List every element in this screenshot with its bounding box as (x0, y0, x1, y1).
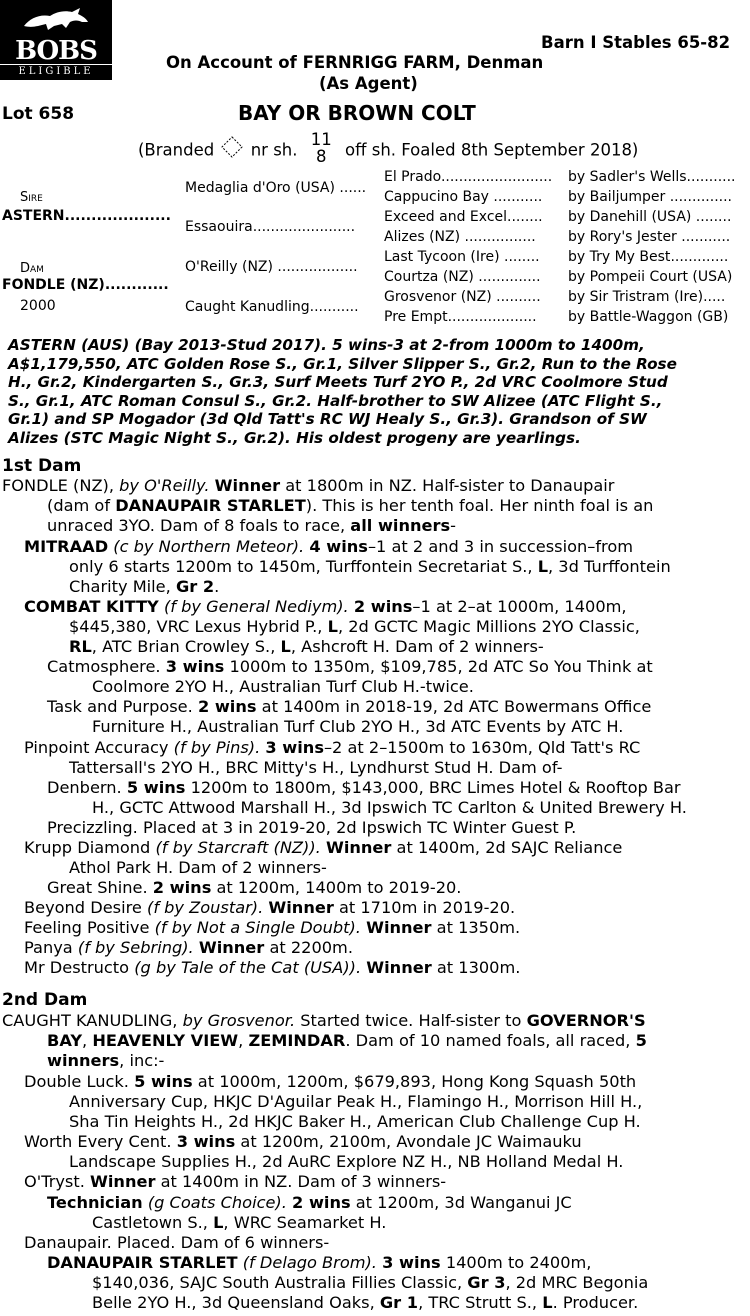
gen3-row-6: Courtza (NZ) .............. (384, 269, 541, 285)
text: L (280, 637, 291, 656)
brand-mid: nr sh. (250, 140, 298, 160)
pinpoint-line-1 (24, 738, 640, 757)
gen3-text: Alizes (NZ) (384, 229, 461, 245)
text: - (450, 516, 456, 535)
text: Belle 2YO H., 3d Queensland Oaks, (92, 1293, 375, 1312)
text: L (537, 557, 549, 576)
text: (f by Starcraft (NZ)). (155, 838, 321, 857)
text: CAUGHT KANUDLING, (2, 1011, 178, 1030)
text: (f by Pins). (173, 738, 261, 757)
text: at 1710m in 2019-20. (338, 898, 516, 917)
text: Great Shine. (47, 878, 148, 897)
gen3-sire-6: by Pompeii Court (USA) (568, 269, 733, 285)
lot-number: Lot 658 (2, 104, 75, 124)
text: at 1400m in 2018-19, 2d ATC Bowermans Office (261, 697, 652, 716)
text: 4 wins (309, 537, 368, 556)
text: Technician (47, 1193, 143, 1212)
diamond-brand-icon (221, 136, 243, 158)
text: BAY (47, 1031, 83, 1050)
horse-icon (20, 4, 92, 34)
dam-name-text: FONDLE (NZ) (2, 277, 105, 293)
gen3-sire-5: by Try My Best............. (568, 249, 729, 265)
text: . (214, 577, 220, 596)
text: Winner (90, 1172, 156, 1191)
text: 1200m to 1800m, $143,000, BRC Limes Hotel & Rooftop Bar (190, 778, 681, 797)
text: at 1800m in NZ. Half-sister to Danaupair (285, 476, 615, 495)
sire-desc-line: A$1,179,550, ATC Golden Rose S., Gr.1, Silver Slipper S., Gr.2, Run to the Rose (8, 354, 677, 373)
first-dam-line-1 (2, 476, 614, 495)
second-dam-line-2 (47, 1031, 647, 1050)
text: Beyond Desire (24, 898, 142, 917)
gen3-row-2: Cappucino Bay ........... (384, 189, 543, 205)
panya-line (24, 938, 353, 957)
text: Panya (24, 938, 73, 957)
great-shine-line (47, 878, 461, 897)
sire-name: ASTERN.................... (2, 208, 171, 224)
text: , Ashcroft H. Dam of 2 winners- (290, 637, 544, 656)
sire-desc-line: Gr.1) and SP Mogador (3d Qld Tatt's RC WJ Healy S., Gr.3). Grandson of SW (8, 410, 647, 429)
text: Double Luck. (24, 1072, 129, 1091)
logo-subtitle: ELIGIBLE (0, 64, 112, 77)
danaupair-starlet-line-1 (47, 1253, 591, 1272)
text: , inc:- (119, 1051, 165, 1070)
text: at 2200m. (269, 938, 353, 957)
sire-desc-line: H., Gr.2, Kindergarten S., Gr.3, Surf Meets Turf 2YO P., 2d VRC Coolmore Stud (8, 373, 668, 392)
text: 5 (635, 1031, 647, 1050)
text: $445,380, VRC Lexus Hybrid P., (69, 617, 323, 636)
text: Charity Mile, (69, 577, 171, 596)
mitraad-line-1 (24, 537, 633, 556)
gen2-sire-dam: Essaouira....................... (185, 219, 356, 235)
mitraad-line-3 (69, 577, 219, 596)
text: (f by Not a Single Doubt). (154, 918, 361, 937)
catmosphere-line-1 (47, 657, 653, 676)
text: 3 wins (265, 738, 324, 757)
text: , WRC Seamarket H. (223, 1213, 387, 1232)
gen3-text: Pre Empt (384, 309, 448, 325)
technician-line-1 (47, 1193, 572, 1212)
text: Krupp Diamond (24, 838, 151, 857)
text: 5 wins (126, 778, 186, 797)
lot-title: BAY OR BROWN COLT (238, 101, 476, 125)
gen2-text: O'Reilly (NZ) (185, 259, 273, 275)
text: , 3d Turffontein (548, 557, 671, 576)
pinpoint-line-2: Tattersall's 2YO H., BRC Mitty's H., Lyndhurst Stud H. Dam of- (69, 758, 563, 777)
text: Winner (366, 958, 432, 977)
text: . Dam of 10 named foals, all raced, (345, 1031, 631, 1050)
gen3-sire-text: by Try My Best (568, 249, 671, 265)
brand-numerator: 11 (310, 130, 332, 149)
text: 3 wins (176, 1132, 236, 1151)
gen3-text: El Prado (384, 169, 441, 185)
gen3-row-4: Alizes (NZ) ................ (384, 229, 536, 245)
gen3-sire-1: by Sadler's Wells........... (568, 169, 736, 185)
gen3-row-8: Pre Empt.................... (384, 309, 537, 325)
text: , (238, 1031, 244, 1050)
gen3-sire-text: by Rory's Jester (568, 229, 677, 245)
text: , ATC Brian Crowley S., (91, 637, 276, 656)
sire-label: Sire (20, 190, 43, 205)
text: –2 at 2–1500m to 1630m, Qld Tatt's RC (323, 738, 641, 757)
gen3-text: Grosvenor (NZ) (384, 289, 492, 305)
brand-info (138, 130, 639, 168)
double-luck-line-2: Anniversary Cup, HKJC D'Aguilar Peak H., Flamingo H., Morrison Hill H., (69, 1092, 643, 1111)
text: L (213, 1213, 224, 1232)
gen3-row-1: El Prado......................... (384, 169, 553, 185)
text: L (327, 617, 338, 636)
text: FONDLE (NZ), (2, 476, 114, 495)
text: Worth Every Cent. (24, 1132, 172, 1151)
text: Pinpoint Accuracy (24, 738, 169, 757)
text: , 2d GCTC Magic Millions 2YO Classic, (337, 617, 640, 636)
text: (f by Sebring). (77, 938, 194, 957)
mitraad-line-2 (69, 557, 671, 576)
gen2-text: Medaglia d'Oro (USA) (185, 180, 335, 196)
mr-destructo-line (24, 958, 520, 977)
text: at 1400m, 2d SAJC Reliance (396, 838, 623, 857)
text: Winner (268, 898, 334, 917)
text: by Grosvenor. (182, 1011, 296, 1030)
text: all winners (350, 516, 451, 535)
task-and-purpose-line-2: Furniture H., Australian Turf Club 2YO H., 3d ATC Events by ATC H. (92, 717, 624, 736)
danaupair-starlet-line-2 (92, 1273, 648, 1292)
dam-foal-year: 2000 (20, 298, 56, 314)
gen3-sire-3: by Danehill (USA) ........ (568, 209, 732, 225)
text: (f Delago Brom). (242, 1253, 377, 1272)
text: 3 wins (165, 657, 225, 676)
double-luck-line-3: Sha Tin Heights H., 2d HKJC Baker H., American Club Challenge Cup H. (69, 1112, 641, 1131)
text: , TRC Strutt S., (418, 1293, 538, 1312)
text: Task and Purpose. (47, 697, 193, 716)
gen3-sire-text: by Sadler's Wells (568, 169, 687, 185)
text: Started twice. Half-sister to (300, 1011, 522, 1030)
text: at 1300m. (436, 958, 521, 977)
gen3-sire-text: by Sir Tristram (Ire) (568, 289, 704, 305)
text: Gr 2 (175, 577, 215, 596)
first-dam-heading: 1st Dam (2, 456, 82, 476)
denbern-line-1 (47, 778, 681, 797)
text: Mr Destructo (24, 958, 130, 977)
brand-fraction (311, 131, 332, 165)
sire-description (8, 336, 740, 448)
brand-suffix: off sh. Foaled 8th September 2018) (345, 140, 639, 160)
gen2-text: Caught Kanudling (185, 299, 310, 315)
barn-location: Barn I Stables 65-82 (541, 33, 731, 52)
text: (g by Tale of the Cat (USA)). (134, 958, 362, 977)
text: Winner (325, 838, 392, 857)
second-dam-heading: 2nd Dam (2, 990, 88, 1010)
text: Feeling Positive (24, 918, 150, 937)
worth-every-cent-line-2: Landscape Supplies H., 2d AuRC Explore NZ H., NB Holland Medal H. (69, 1152, 624, 1171)
gen3-text: Cappucino Bay (384, 189, 489, 205)
text: only 6 starts 1200m to 1450m, Turffontein Secretariat S., (69, 557, 533, 576)
text: 2 wins (353, 597, 413, 616)
gen3-row-3: Exceed and Excel........ (384, 209, 543, 225)
dam-name: FONDLE (NZ)............ (2, 277, 169, 293)
task-and-purpose-line-1 (47, 697, 651, 716)
text: 2 wins (152, 878, 212, 897)
gen3-text: Last Tycoon (Ire) (384, 249, 500, 265)
sire-name-text: ASTERN (2, 208, 65, 224)
consignor: On Account of FERNRIGG FARM, Denman (166, 53, 544, 72)
krupp-line-1 (24, 838, 622, 857)
logo-title: BOBS (15, 36, 97, 66)
text: by O'Reilly. (119, 476, 210, 495)
combat-kitty-line-1 (24, 597, 627, 616)
double-luck-line-1 (24, 1072, 636, 1091)
gen2-dam-dam: Caught Kanudling........... (185, 299, 359, 315)
gen2-sire-sire: Medaglia d'Oro (USA) ...... (185, 180, 367, 196)
gen3-sire-text: by Danehill (USA) (568, 209, 692, 225)
text: –1 at 2 and 3 in succession–from (367, 537, 634, 556)
danaupair-starlet-line-3 (92, 1293, 638, 1312)
text: at 1000m, 1200m, $679,893, Hong Kong Squash 50th (197, 1072, 637, 1091)
precizzling-line: Precizzling. Placed at 3 in 2019-20, 2d Ipswich TC Winter Guest P. (47, 818, 577, 837)
text: , (82, 1031, 88, 1050)
sire-desc-line: S., Gr.1, ATC Roman Consul S., Gr.2. Half-brother to SW Alizee (ATC Flight S., (8, 391, 663, 410)
bobs-eligible-logo (0, 0, 112, 80)
gen3-text: Courtza (NZ) (384, 269, 474, 285)
text: 2 wins (292, 1193, 351, 1212)
text: at 1200m, 3d Wanganui JC (355, 1193, 572, 1212)
agent-note: (As Agent) (319, 74, 418, 93)
text: Winner (366, 918, 432, 937)
text: unraced 3YO. Dam of 8 foals to race, (47, 516, 346, 535)
gen2-text: Essaouira (185, 219, 253, 235)
text: at 1200m, 2100m, Avondale JC Waimauku (240, 1132, 582, 1151)
gen3-sire-2: by Bailjumper .............. (568, 189, 733, 205)
text: Catmosphere. (47, 657, 161, 676)
text: (dam of (47, 496, 111, 515)
combat-kitty-line-2 (69, 617, 640, 636)
gen3-sire-7: by Sir Tristram (Ire)..... (568, 289, 726, 305)
catmosphere-line-2: Coolmore 2YO H., Australian Turf Club H.-twice. (92, 677, 474, 696)
text: (c by Northern Meteor). (113, 537, 305, 556)
brand-denominator: 8 (316, 147, 327, 166)
worth-every-cent-line-1 (24, 1132, 582, 1151)
text: , 2d MRC Begonia (505, 1273, 649, 1292)
text: COMBAT KITTY (24, 597, 159, 616)
feeling-positive-line (24, 918, 520, 937)
sire-desc-line: Alizes (STC Magic Night S., Gr.2). His oldest progeny are yearlings. (8, 428, 581, 447)
denbern-line-2: H., GCTC Attwood Marshall H., 3d Ipswich TC Carlton & United Brewery H. (92, 798, 687, 817)
text: 1400m to 2400m, (445, 1253, 592, 1272)
text: 1000m to 1350m, $109,785, 2d ATC So You Think at (229, 657, 653, 676)
text: winners (47, 1051, 120, 1070)
text: DANAUPAIR STARLET (115, 496, 306, 515)
gen3-row-7: Grosvenor (NZ) .......... (384, 289, 541, 305)
text: Gr 1 (379, 1293, 419, 1312)
otryst-line (24, 1172, 446, 1191)
text: 3 wins (382, 1253, 441, 1272)
gen3-sire-4: by Rory's Jester ........... (568, 229, 731, 245)
text: O'Tryst. (24, 1172, 85, 1191)
gen3-text: Exceed and Excel (384, 209, 508, 225)
text: . Producer. (552, 1293, 639, 1312)
combat-kitty-line-3 (69, 637, 544, 656)
gen3-row-5: Last Tycoon (Ire) ........ (384, 249, 540, 265)
text: $140,036, SAJC South Australia Fillies Classic, (92, 1273, 463, 1292)
text: MITRAAD (24, 537, 109, 556)
gen3-sire-8: by Battle-Waggon (GB) (568, 309, 729, 325)
gen2-dam-sire: O'Reilly (NZ) .................. (185, 259, 358, 275)
brand-prefix: (Branded (138, 140, 215, 160)
text: ). This is her tenth foal. Her ninth foal is an (305, 496, 654, 515)
text: GOVERNOR'S (526, 1011, 646, 1030)
text: 5 wins (134, 1072, 193, 1091)
sire-desc-line: ASTERN (AUS) (Bay 2013-Stud 2017). 5 wins-3 at 2-from 1000m to 1400m, (8, 336, 645, 354)
first-dam-line-2 (47, 496, 653, 515)
text: at 1350m. (436, 918, 521, 937)
text: (g Coats Choice). (147, 1193, 287, 1212)
second-dam-line-1 (2, 1011, 646, 1030)
text: ZEMINDAR (248, 1031, 346, 1050)
text: HEAVENLY VIEW (92, 1031, 239, 1050)
technician-line-2 (92, 1213, 386, 1232)
beyond-desire-line (24, 898, 515, 917)
dam-label: Dam (20, 261, 44, 276)
text: Castletown S., (92, 1213, 208, 1232)
gen3-sire-text: by Bailjumper (568, 189, 666, 205)
text: Denbern. (47, 778, 122, 797)
text: at 1200m, 1400m to 2019-20. (216, 878, 462, 897)
text: L (542, 1293, 553, 1312)
text: Winner (214, 476, 281, 495)
text: DANAUPAIR STARLET (47, 1253, 238, 1272)
text: –1 at 2–at 1000m, 1400m, (412, 597, 627, 616)
text: (f by General Nediym). (163, 597, 349, 616)
danaupair-line: Danaupair. Placed. Dam of 6 winners- (24, 1233, 330, 1252)
text: Winner (198, 938, 265, 957)
first-dam-line-3 (47, 516, 456, 535)
text: 2 wins (197, 697, 257, 716)
text: Gr 3 (467, 1273, 506, 1292)
second-dam-line-3 (47, 1051, 164, 1070)
text: (f by Zoustar). (147, 898, 264, 917)
text: at 1400m in NZ. Dam of 3 winners- (160, 1172, 447, 1191)
krupp-line-2: Athol Park H. Dam of 2 winners- (69, 858, 327, 877)
text: RL (69, 637, 92, 656)
